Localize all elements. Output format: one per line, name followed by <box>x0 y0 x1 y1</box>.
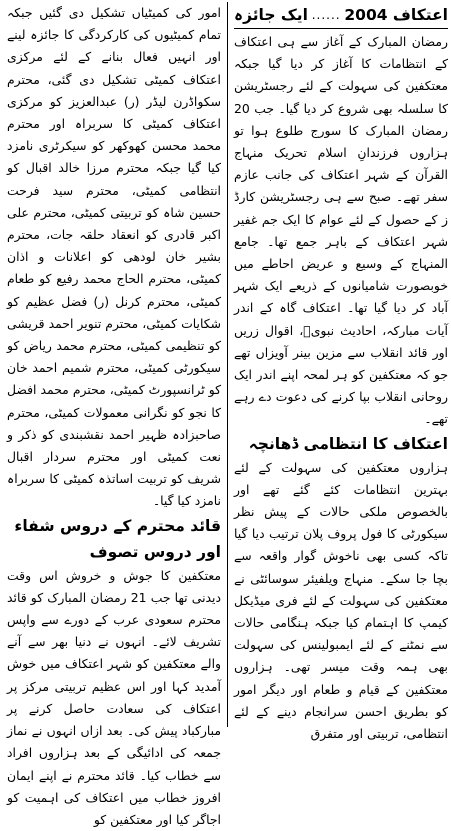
title-main: اعتکاف 2004 <box>344 6 448 24</box>
article-title <box>234 2 448 29</box>
title-sub: ایک جائزہ <box>234 6 308 24</box>
left-column <box>7 2 227 827</box>
lectures-paragraph: معتکفین کا جوش و خروش اس وقت دیدنی تھا جب 21 رمضان المبارک کو قائد محترم سعودی عرب کے دورے سے واپس تشریف لائے۔ انہوں نے دنیا بھر سے آنے والے معتکفین کو شہر اعتکاف میں خوش آمدید کہا اور اس عظیم تربیتی مرکز پر اعتکاف کی سعادت حاصل کرنے پر مبارکباد پیش کی۔ بعد ازاں انہوں نے نماز جمعہ کی ادائیگی کے بعد ہزاروں افراد سے خطاب کیا۔ قائد محترم نے اپنے ایمان افروز خطاب میں اعتکاف کی اہمیت کو اجاگر کیا اور معتکفین کو <box>7 567 221 827</box>
administration-paragraph: ہزاروں معتکفین کی سہولت کے لئے بہترین انتظامات کئے گئے تھے اور بالخصوص ملکی حالات کے پیش نظر سیکورٹی کا فول پروف پلان ترتیب دیا گیا تاکہ کسی بھی ناخوش گوار واقعہ سے بچا جا سکے۔ منہاج ویلفیئر سوسائٹی نے معتکفین کی سہولت کے لئے فری میڈیکل کیمپ کا اہتمام کیا جبکہ ہنگامی حالات سے نمٹنے کے لئے ایمبولینس کی سہولت بھی ہمہ وقت میسر تھی۔ ہزاروں معتکفین کے قیام و طعام اور دیگر امور کو بطریق احسن سرانجام دینے کے لئے انتظامی، تربیتی اور متفرق <box>234 459 448 742</box>
section-heading-lectures: قائد محترم کے دروس شفاء اور دروس تصوف <box>14 516 221 561</box>
committees-paragraph: امور کی کمیٹیاں تشکیل دی گئیں جبکہ تمام کمیٹیوں کی کارکردگی کا جائزہ لینے اور انہیں فعال بنانے کے لئے مرکزی اعتکاف کمیٹی تشکیل دی گئی، محترم سکواڈرن لیڈر (ر) عبدالعزیز کو مرکزی اعتکاف کمیٹی کا سربراہ اور محترم محمد محسن کھوکھر کو سیکرٹری نامزد کیا گیا جبکہ محترم مرزا خالد اقبال کو انتظامی کمیٹی، محترم سید فرحت حسین شاہ کو تربیتی کمیٹی، محترم علی اکبر قادری کو انعقاد حلقہ جات، محترم بشیر خان لودھی کو اعلانات و اذان کمیٹی، محترم الحاج محمد رفیع کو طعام کمیٹی، محترم کرنل (ر) فضل عظیم کو شکایات کمیٹی، محترم تنویر احمد قریشی کو تنظیمی کمیٹی، محترم محمد ریاض کو سیکورٹی کمیٹی، محترم شمیم احمد خان کو ٹرانسپورٹ کمیٹی، محترم محمد افضل کا نجو کو نگرانی معمولات کمیٹی، محترم صاحبزادہ ظہیر احمد نقشبندی کو ذکر و نعت کمیٹی اور محترم سردار اقبال شریف کو تربیت اساتذہ کمیٹی کا سربراہ نامزد کیا گیا۔ <box>7 5 221 509</box>
section-heading-administration: اعتکاف کا انتظامی ڈھانچہ <box>248 434 448 453</box>
column-divider <box>227 2 228 727</box>
title-dots: ...... <box>311 8 341 22</box>
right-column <box>228 2 448 742</box>
intro-paragraph: رمضان المبارک کے آغاز سے ہی اعتکاف کے انتظامات کا آغاز کر دیا گیا جبکہ معتکفین کی سہولت کے لئے رجسٹریشن کا سلسلہ بھی شروع کر دیا گیا۔ جب 20 رمضان المبارک کا سورج طلوع ہوا تو ہزاروں فرزندانِ اسلام تحریک منہاج القرآن کے شہر اعتکاف کی جانب عازم سفر تھے۔ صبح سے ہی رجسٹریشن کارڈ ز کے حصول کے لئے عوام کا ایک جم غفیر شہر اعتکاف کے باہر جمع تھا۔ جامع المنہاج کے وسیع و عریض احاطے میں خوبصورت شامیانوں کے ذریعے ایک شہر آباد کر دیا گیا تھا۔ اعتکاف گاہ کے اندر آیات مبارکہ، احادیث نبویؐ، اقوال زریں اور قائد انقلاب سے مزین بینر آویزاں تھے جو کہ معتکفین کو ہر لمحہ اپنے اندر ایک روحانی انقلاب بپا کرنے کی دعوت دے رہے تھے۔ <box>234 34 448 427</box>
